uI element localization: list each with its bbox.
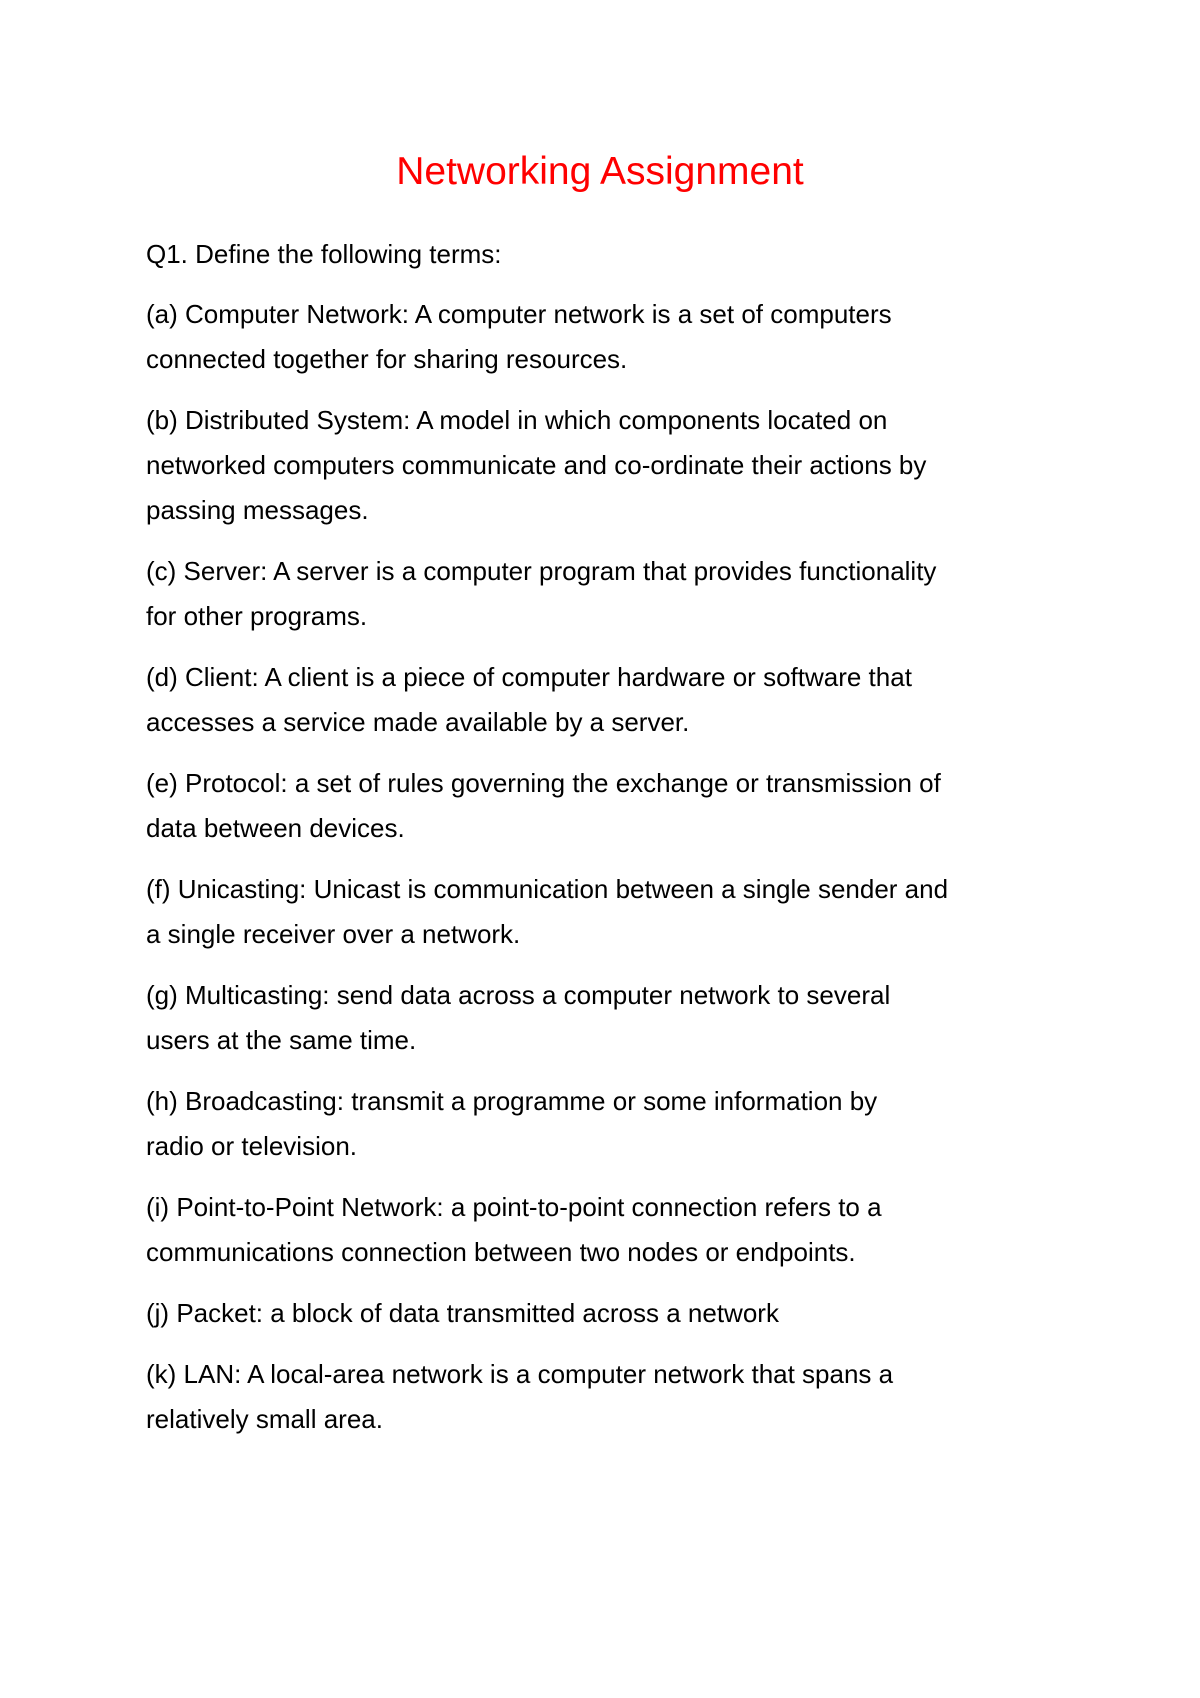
definition-line: (k) LAN: A local-area network is a computer network that spans a <box>146 1359 894 1389</box>
definition-line: (b) Distributed System: A model in which components located on <box>146 405 888 435</box>
definition-line: (c) Server: A server is a computer program that provides functionality <box>146 556 937 586</box>
definition-line: data between devices. <box>146 813 405 843</box>
definition-line: users at the same time. <box>146 1025 417 1055</box>
definition-line: communications connection between two nodes or endpoints. <box>146 1237 856 1267</box>
definition-line: connected together for sharing resources. <box>146 344 628 374</box>
definition-line: (j) Packet: a block of data transmitted across a network <box>146 1298 779 1328</box>
definition-c <box>146 549 1076 639</box>
definition-line: accesses a service made available by a server. <box>146 707 690 737</box>
definition-h <box>146 1079 1076 1169</box>
definition-g <box>146 973 1076 1063</box>
document-body <box>146 232 1076 1458</box>
definition-a <box>146 292 1076 382</box>
definition-line: networked computers communicate and co-ordinate their actions by <box>146 450 927 480</box>
definition-line: (a) Computer Network: A computer network is a set of computers <box>146 299 892 329</box>
definition-line: (d) Client: A client is a piece of computer hardware or software that <box>146 662 912 692</box>
definition-f <box>146 867 1076 957</box>
definition-d <box>146 655 1076 745</box>
definition-line: passing messages. <box>146 495 369 525</box>
definition-line: (i) Point-to-Point Network: a point-to-point connection refers to a <box>146 1192 882 1222</box>
definition-line: (g) Multicasting: send data across a computer network to several <box>146 980 891 1010</box>
page-title: Networking Assignment <box>396 150 804 193</box>
definition-b <box>146 398 1076 533</box>
definition-line: (e) Protocol: a set of rules governing the exchange or transmission of <box>146 768 941 798</box>
definition-k <box>146 1352 1076 1442</box>
definition-line: a single receiver over a network. <box>146 919 521 949</box>
definition-line: (h) Broadcasting: transmit a programme or some information by <box>146 1086 878 1116</box>
question-heading: Q1. Define the following terms: <box>146 239 502 269</box>
definition-line: (f) Unicasting: Unicast is communication between a single sender and <box>146 874 949 904</box>
definition-j <box>146 1291 1076 1336</box>
definition-i <box>146 1185 1076 1275</box>
definition-line: for other programs. <box>146 601 368 631</box>
definition-e <box>146 761 1076 851</box>
definition-line: radio or television. <box>146 1131 357 1161</box>
definition-line: relatively small area. <box>146 1404 383 1434</box>
